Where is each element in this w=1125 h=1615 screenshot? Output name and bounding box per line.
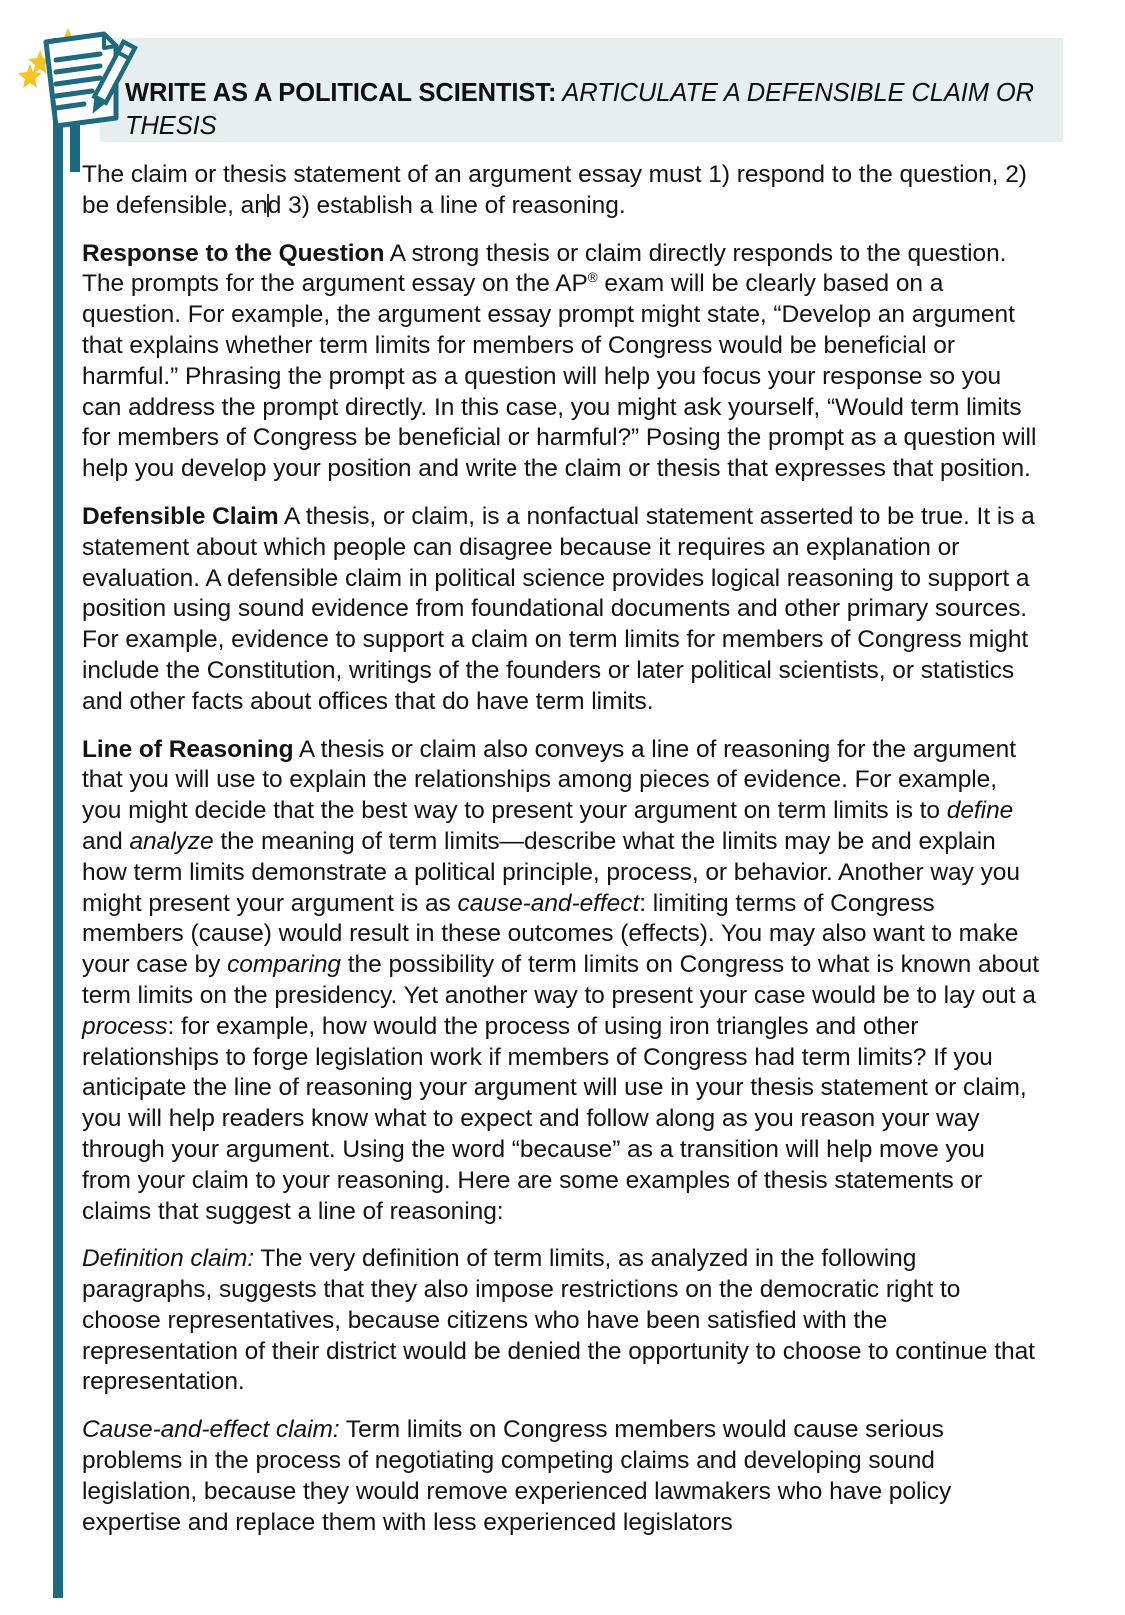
page-title-subtitle: ARTICULATE A DEFENSIBLE CLAIM OR THESIS	[125, 79, 1034, 140]
lor-segment-5: the possibility of term limits on Congress to what is known about term limits on the presidency. Yet another way to present your case would be to lay out a	[82, 951, 1040, 1009]
intro-text-after-caret: d 3) establish a line of reasoning.	[267, 191, 626, 219]
run-in-heading-line-of-reasoning: Line of Reasoning	[82, 735, 294, 763]
section-response-to-the-question	[82, 239, 1040, 485]
page-title-lead: WRITE AS A POLITICAL SCIENTIST:	[125, 79, 557, 108]
emphasis-process: process	[82, 1012, 168, 1040]
lor-segment-6: : for example, how would the process of using iron triangles and other relationships to forge legislation work if members of Congress had term limits? If you anticipate the line of reasoning your argument will use in your thesis statement or claim, you will help readers know what to expect and follow along as you reason your way through your argument. Using the word “because” as a transition will help move you from your claim to your reasoning. Here are some examples of thesis statements or claims that suggest a line of reasoning:	[82, 1012, 1027, 1225]
body-copy	[82, 160, 1040, 1538]
emphasis-define: define	[946, 797, 1014, 825]
run-in-heading-defensible-claim: Defensible Claim	[82, 502, 279, 530]
example-cause-and-effect-claim	[82, 1415, 1040, 1538]
run-in-heading-response: Response to the Question	[82, 239, 385, 267]
cause-and-effect-claim-label: Cause-and-effect claim:	[82, 1416, 340, 1444]
response-text-part-1: A strong thesis or claim directly responds to the question. The prompts for the argument essay on the AP	[82, 239, 1007, 298]
lor-segment-2: and	[82, 827, 130, 855]
definition-claim-text: The very definition of term limits, as analyzed in the following paragraphs, suggests that they also impose restrictions on the democratic right to choose representatives, because citizens who have been satisfied with the representation of their district would be denied the opportunity to choose to continue that representation.	[82, 1245, 1035, 1396]
lor-segment-1: A thesis or claim also conveys a line of reasoning for the argument that you will use to explain the relationships among pieces of evidence. For example, you might decide that the best way to present your argument on term limits is to	[82, 735, 1016, 825]
page-title	[125, 77, 1035, 142]
response-text-part-2: exam will be clearly based on a question. For example, the argument essay prompt might state, “Develop an argument that explains whether term limits for members of Congress would be beneficial or harmful.” Phrasing the prompt as a question will help you focus your response so you can address the prompt directly. In this case, you might ask yourself, “Would term limits for members of Congress be beneficial or harmful?” Posing the prompt as a question will help you develop your position and write the claim or thesis that expresses that position.	[82, 270, 1037, 483]
section-line-of-reasoning	[82, 735, 1040, 1228]
emphasis-cause-and-effect: cause-and-effect	[457, 889, 640, 917]
left-vertical-rule	[53, 38, 63, 1598]
intro-paragraph	[82, 160, 1040, 222]
lor-segment-3: the meaning of term limits—describe what the limits may be and explain how term limits demonstrate a political principle, process, or behavior. Another way you might present your argument is as	[82, 827, 1020, 917]
defensible-claim-text: A thesis, or claim, is a nonfactual statement asserted to be true. It is a statement about which people can disagree because it requires an explanation or evaluation. A defensible claim in political science provides logical reasoning to support a position using sound evidence from foundational documents and other primary sources. For example, evidence to support a claim on term limits for members of Congress might include the Constitution, writings of the founders or later political scientists, or statistics and other facts about offices that do have term limits.	[82, 502, 1035, 715]
registered-trademark-symbol: ®	[587, 270, 598, 286]
emphasis-comparing: comparing	[227, 951, 342, 979]
example-definition-claim	[82, 1244, 1040, 1398]
cause-and-effect-claim-text: Term limits on Congress members would cause serious problems in the process of negotiating competing claims and developing sound legislation, because they would remove experienced lawmakers who have policy expertise and replace them with less experienced legislators	[82, 1416, 952, 1536]
definition-claim-label: Definition claim:	[82, 1245, 255, 1273]
section-defensible-claim	[82, 502, 1040, 718]
lor-segment-4: : limiting terms of Congress members (cause) would result in these outcomes (effects). You may also want to make your case by	[82, 889, 1019, 979]
emphasis-analyze: analyze	[129, 827, 214, 855]
intro-text-before-caret: The claim or thesis statement of an argument essay must 1) respond to the question, 2) be defensible, an	[82, 161, 1027, 219]
